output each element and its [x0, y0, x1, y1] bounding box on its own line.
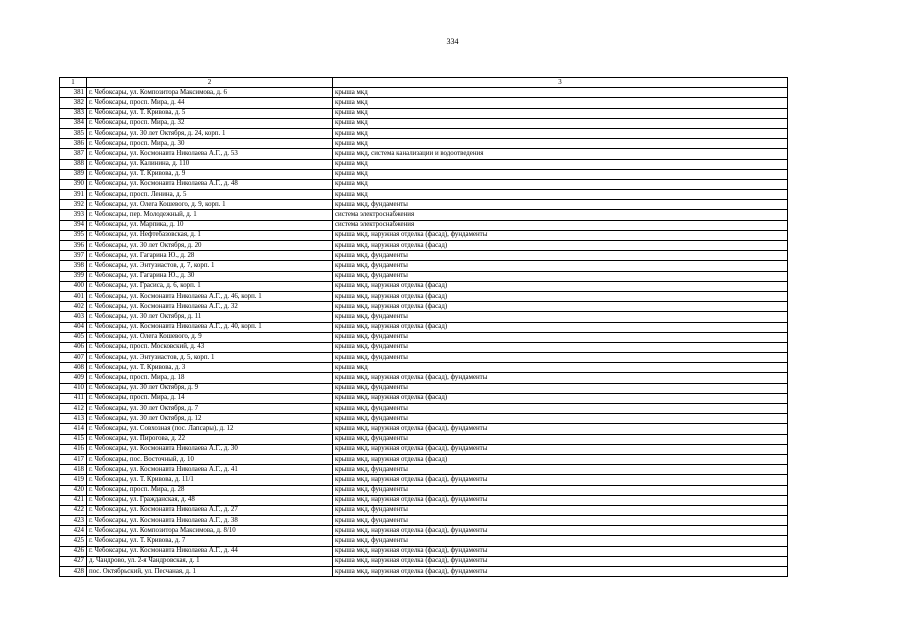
table-row: [60, 526, 788, 536]
row-number: 403: [60, 312, 87, 322]
row-address: г. Чебоксары, ул. Космонавта Николаева А.Г., д. 30: [87, 444, 333, 454]
row-address: г. Чебоксары, просп. Московский, д. 43: [87, 342, 333, 352]
row-number: 427: [60, 556, 87, 566]
row-address: г. Чебоксары, ул. 30 лет Октября, д. 9: [87, 383, 333, 393]
table-row: [60, 424, 788, 434]
row-number: 428: [60, 567, 87, 577]
table-row: [60, 475, 788, 485]
row-address: г. Чебоксары, ул. 30 лет Октября, д. 24, корп. 1: [87, 128, 333, 138]
table-row: [60, 159, 788, 169]
row-number: 401: [60, 291, 87, 301]
row-address: г. Чебоксары, просп. Мира, д. 14: [87, 393, 333, 403]
row-address: г. Чебоксары, ул. 30 лет Октября, д. 7: [87, 404, 333, 414]
row-address: г. Чебоксары, ул. Т. Кривова, д. 11/1: [87, 475, 333, 485]
table-row: [60, 393, 788, 403]
table-row: [60, 139, 788, 149]
row-number: 414: [60, 424, 87, 434]
row-work-type: крыша мкд: [333, 159, 788, 169]
row-work-type: крыша мкд, наружная отделка (фасад), фундаменты: [333, 444, 788, 454]
row-number: 395: [60, 230, 87, 240]
row-number: 381: [60, 88, 87, 98]
row-address: г. Чебоксары, пос. Восточный, д. 10: [87, 454, 333, 464]
row-number: 398: [60, 261, 87, 271]
row-number: 407: [60, 353, 87, 363]
row-address: г. Чебоксары, просп. Мира, д. 32: [87, 118, 333, 128]
column-header-address: 2: [87, 78, 333, 88]
row-work-type: крыша мкд, наружная отделка (фасад), фундаменты: [333, 526, 788, 536]
row-number: 425: [60, 536, 87, 546]
row-work-type: система электроснабжения: [333, 210, 788, 220]
table-row: [60, 200, 788, 210]
row-work-type: крыша мкд, фундаменты: [333, 516, 788, 526]
table-row: [60, 363, 788, 373]
row-work-type: крыша мкд, фундаменты: [333, 434, 788, 444]
row-address: г. Чебоксары, ул. Т. Кривова, д. 3: [87, 363, 333, 373]
table-row: [60, 373, 788, 383]
row-address: г. Чебоксары, ул. Космонавта Николаева А.Г., д. 53: [87, 149, 333, 159]
row-work-type: крыша мкд, фундаменты: [333, 536, 788, 546]
row-number: 420: [60, 485, 87, 495]
row-number: 426: [60, 546, 87, 556]
table-row: [60, 241, 788, 251]
row-address: г. Чебоксары, ул. Пирогова, д. 22: [87, 434, 333, 444]
table-row: [60, 556, 788, 566]
row-work-type: система электроснабжения: [333, 220, 788, 230]
row-number: 399: [60, 271, 87, 281]
row-work-type: крыша мкд: [333, 169, 788, 179]
table-row: [60, 88, 788, 98]
row-number: 391: [60, 190, 87, 200]
row-number: 422: [60, 505, 87, 515]
table-row: [60, 291, 788, 301]
row-address: г. Чебоксары, ул. Марпика, д. 10: [87, 220, 333, 230]
row-address: г. Чебоксары, ул. Совхозная (пос. Лапсары), д. 12: [87, 424, 333, 434]
table-row: [60, 383, 788, 393]
table-row: [60, 546, 788, 556]
table-row: [60, 149, 788, 159]
row-address: г. Чебоксары, ул. Т. Кривова, д. 9: [87, 169, 333, 179]
row-address: г. Чебоксары, ул. Т. Кривова, д. 5: [87, 108, 333, 118]
row-work-type: крыша мкд: [333, 98, 788, 108]
row-number: 404: [60, 322, 87, 332]
row-address: г. Чебоксары, ул. Олега Кошевого, д. 9: [87, 332, 333, 342]
row-address: г. Чебоксары, ул. Грасиса, д. 6, корп. 1: [87, 281, 333, 291]
row-number: 390: [60, 179, 87, 189]
table-row: [60, 444, 788, 454]
table-row: [60, 281, 788, 291]
row-number: 392: [60, 200, 87, 210]
row-number: 413: [60, 414, 87, 424]
row-work-type: крыша мкд, наружная отделка (фасад), фундаменты: [333, 424, 788, 434]
row-work-type: крыша мкд, фундаменты: [333, 332, 788, 342]
row-number: 419: [60, 475, 87, 485]
row-address: г. Чебоксары, просп. Мира, д. 18: [87, 373, 333, 383]
table-row: [60, 434, 788, 444]
row-number: 410: [60, 383, 87, 393]
row-number: 417: [60, 454, 87, 464]
table-row: [60, 230, 788, 240]
row-number: 416: [60, 444, 87, 454]
table-row: [60, 404, 788, 414]
row-work-type: крыша мкд, наружная отделка (фасад), фундаменты: [333, 567, 788, 577]
row-work-type: крыша мкд, фундаменты: [333, 353, 788, 363]
table-row: [60, 251, 788, 261]
row-number: 383: [60, 108, 87, 118]
row-number: 421: [60, 495, 87, 505]
row-work-type: крыша мкд, фундаменты: [333, 271, 788, 281]
table-row: [60, 332, 788, 342]
row-work-type: крыша мкд, фундаменты: [333, 485, 788, 495]
row-address: г. Чебоксары, ул. Космонавта Николаева А.Г., д. 40, корп. 1: [87, 322, 333, 332]
table-row: [60, 567, 788, 577]
row-address: г. Чебоксары, просп. Ленина, д. 5: [87, 190, 333, 200]
row-address: г. Чебоксары, ул. Гражданская, д. 48: [87, 495, 333, 505]
table-row: [60, 322, 788, 332]
row-work-type: крыша мкд, наружная отделка (фасад), фундаменты: [333, 546, 788, 556]
table-row: [60, 98, 788, 108]
row-number: 415: [60, 434, 87, 444]
row-work-type: крыша мкд, фундаменты: [333, 465, 788, 475]
row-work-type: крыша мкд, наружная отделка (фасад): [333, 302, 788, 312]
row-address: г. Чебоксары, ул. 30 лет Октября, д. 12: [87, 414, 333, 424]
row-address: г. Чебоксары, ул. 30 лет Октября, д. 11: [87, 312, 333, 322]
row-address: г. Чебоксары, ул. Космонавта Николаева А.Г., д. 41: [87, 465, 333, 475]
row-number: 400: [60, 281, 87, 291]
row-number: 418: [60, 465, 87, 475]
row-address: г. Чебоксары, ул. Космонавта Николаева А.Г., д. 44: [87, 546, 333, 556]
row-work-type: крыша мкд: [333, 88, 788, 98]
row-work-type: крыша мкд, наружная отделка (фасад), фундаменты: [333, 230, 788, 240]
table-row: [60, 261, 788, 271]
row-address: г. Чебоксары, ул. Гагарина Ю., д. 28: [87, 251, 333, 261]
row-address: г. Чебоксары, ул. Композитора Максимова, д. 8/10: [87, 526, 333, 536]
row-number: 385: [60, 128, 87, 138]
row-work-type: крыша мкд, фундаменты: [333, 404, 788, 414]
table-row: [60, 495, 788, 505]
row-work-type: крыша мкд, наружная отделка (фасад), фундаменты: [333, 475, 788, 485]
table-row: [60, 485, 788, 495]
row-address: г. Чебоксары, ул. Гагарина Ю., д. 30: [87, 271, 333, 281]
row-number: 389: [60, 169, 87, 179]
row-number: 411: [60, 393, 87, 403]
row-work-type: крыша мкд: [333, 190, 788, 200]
table-row: [60, 536, 788, 546]
table-row: [60, 108, 788, 118]
table-row: [60, 312, 788, 322]
row-address: г. Чебоксары, ул. Олега Кошевого, д. 9, корп. 1: [87, 200, 333, 210]
row-number: 384: [60, 118, 87, 128]
row-address: г. Чебоксары, ул. Энтузиастов, д. 5, корп. 1: [87, 353, 333, 363]
row-work-type: крыша мкд, наружная отделка (фасад): [333, 281, 788, 291]
row-address: г. Чебоксары, ул. Космонавта Николаева А.Г., д. 27: [87, 505, 333, 515]
row-address: г. Чебоксары, ул. Космонавта Николаева А.Г., д. 46, корп. 1: [87, 291, 333, 301]
row-number: 396: [60, 241, 87, 251]
table-row: [60, 353, 788, 363]
row-work-type: крыша мкд, фундаменты: [333, 414, 788, 424]
row-number: 424: [60, 526, 87, 536]
row-address: г. Чебоксары, ул. Т. Кривова, д. 7: [87, 536, 333, 546]
row-work-type: крыша мкд, фундаменты: [333, 505, 788, 515]
row-work-type: крыша мкд, фундаменты: [333, 251, 788, 261]
row-address: г. Чебоксары, просп. Мира, д. 44: [87, 98, 333, 108]
row-number: 387: [60, 149, 87, 159]
table-row: [60, 169, 788, 179]
table-row: [60, 210, 788, 220]
table-row: [60, 271, 788, 281]
table-row: [60, 454, 788, 464]
table-body: [60, 88, 788, 577]
row-number: 382: [60, 98, 87, 108]
row-work-type: крыша мкд, фундаменты: [333, 312, 788, 322]
table-row: [60, 128, 788, 138]
row-address: г. Чебоксары, ул. Энтузиастов, д. 7, корп. 1: [87, 261, 333, 271]
table-row: [60, 190, 788, 200]
row-work-type: крыша мкд, наружная отделка (фасад), фундаменты: [333, 373, 788, 383]
table-header-row: [60, 78, 788, 88]
row-address: г. Чебоксары, ул. Композитора Максимова, д. 6: [87, 88, 333, 98]
table-row: [60, 220, 788, 230]
row-number: 397: [60, 251, 87, 261]
row-address: г. Чебоксары, ул. Калинина, д. 110: [87, 159, 333, 169]
column-header-number: 1: [60, 78, 87, 88]
row-number: 412: [60, 404, 87, 414]
row-number: 408: [60, 363, 87, 373]
row-work-type: крыша мкд, фундаменты: [333, 261, 788, 271]
table-row: [60, 179, 788, 189]
row-work-type: крыша мкд: [333, 128, 788, 138]
row-work-type: крыша мкд: [333, 363, 788, 373]
table-row: [60, 118, 788, 128]
row-number: 423: [60, 516, 87, 526]
row-number: 405: [60, 332, 87, 342]
row-work-type: крыша мкд: [333, 118, 788, 128]
row-address: г. Чебоксары, просп. Мира, д. 28: [87, 485, 333, 495]
row-address: г. Чебоксары, просп. Мира, д. 30: [87, 139, 333, 149]
row-work-type: крыша мкд, наружная отделка (фасад): [333, 291, 788, 301]
row-address: пос. Октябрьский, ул. Песчаная, д. 1: [87, 567, 333, 577]
row-number: 402: [60, 302, 87, 312]
row-number: 393: [60, 210, 87, 220]
row-number: 394: [60, 220, 87, 230]
row-work-type: крыша мкд: [333, 179, 788, 189]
row-work-type: крыша мкд, наружная отделка (фасад): [333, 322, 788, 332]
row-work-type: крыша мкд, наружная отделка (фасад): [333, 393, 788, 403]
row-work-type: крыша мкд: [333, 139, 788, 149]
page-number: 334: [446, 37, 459, 46]
row-work-type: крыша мкд, фундаменты: [333, 200, 788, 210]
row-address: г. Чебоксары, ул. 30 лет Октября, д. 20: [87, 241, 333, 251]
row-address: г. Чебоксары, ул. Нефтебазовская, д. 1: [87, 230, 333, 240]
row-work-type: крыша мкд, наружная отделка (фасад), фундаменты: [333, 556, 788, 566]
row-work-type: крыша мкд, фундаменты: [333, 383, 788, 393]
row-address: д. Чандрово, ул. 2-я Чандровская, д. 1: [87, 556, 333, 566]
table-row: [60, 465, 788, 475]
row-work-type: крыша мкд, наружная отделка (фасад): [333, 241, 788, 251]
row-address: г. Чебоксары, пер. Молодежный, д. 1: [87, 210, 333, 220]
table-row: [60, 505, 788, 515]
row-number: 386: [60, 139, 87, 149]
table-row: [60, 414, 788, 424]
row-address: г. Чебоксары, ул. Космонавта Николаева А.Г., д. 32: [87, 302, 333, 312]
row-address: г. Чебоксары, ул. Космонавта Николаева А.Г., д. 48: [87, 179, 333, 189]
row-address: г. Чебоксары, ул. Космонавта Николаева А.Г., д. 38: [87, 516, 333, 526]
row-number: 409: [60, 373, 87, 383]
row-work-type: крыша мкд, фундаменты: [333, 342, 788, 352]
column-header-work: 3: [333, 78, 788, 88]
row-work-type: крыша мкд, наружная отделка (фасад): [333, 454, 788, 464]
table-row: [60, 342, 788, 352]
row-work-type: крыша мкд, наружная отделка (фасад), фундаменты: [333, 495, 788, 505]
table-row: [60, 516, 788, 526]
repair-register-table: [59, 77, 788, 577]
row-number: 388: [60, 159, 87, 169]
row-work-type: крыша мкд: [333, 108, 788, 118]
table-row: [60, 302, 788, 312]
row-number: 406: [60, 342, 87, 352]
row-work-type: крыша мкд, система канализации и водоотведения: [333, 149, 788, 159]
